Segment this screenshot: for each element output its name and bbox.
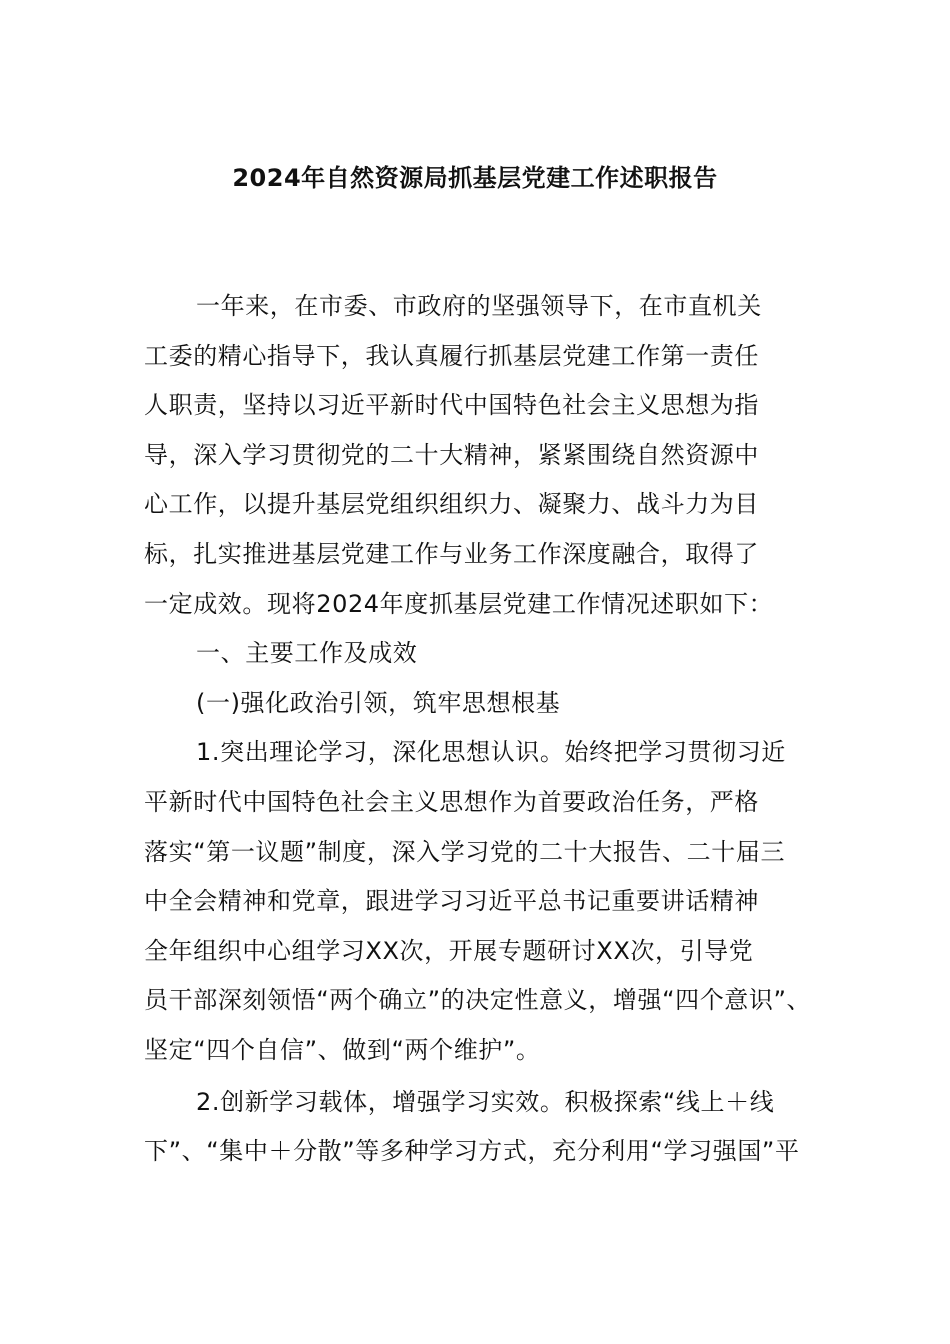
subsection-heading-1: (一)强化政治引领，筑牢思想根基 <box>196 688 561 717</box>
section-heading-1: 一、主要工作及成效 <box>196 639 418 668</box>
paragraph-intro-line-2: 工委的精心指导下，我认真履行抓基层党建工作第一责任 <box>144 341 759 370</box>
document-title: 2024年自然资源局抓基层党建工作述职报告 <box>232 164 718 192</box>
paragraph-intro-line-6: 标，扎实推进基层党建工作与业务工作深度融合，取得了 <box>144 539 759 568</box>
paragraph-item1-line-5: 全年组织中心组学习XX次，开展专题研讨XX次，引导党 <box>144 936 754 965</box>
paragraph-item1-line-1: 1.突出理论学习，深化思想认识。始终把学习贯彻习近 <box>196 738 786 767</box>
paragraph-item1-line-4: 中全会精神和党章，跟进学习习近平总书记重要讲话精神 <box>144 887 759 916</box>
paragraph-intro-line-5: 心工作，以提升基层党组织组织力、凝聚力、战斗力为目 <box>144 490 759 519</box>
paragraph-item1-line-6: 员干部深刻领悟“两个确立”的决定性意义，增强“四个意识”、 <box>144 986 812 1015</box>
paragraph-intro-line-1: 一年来，在市委、市政府的坚强领导下，在市直机关 <box>196 292 762 320</box>
paragraph-intro-line-4: 导，深入学习贯彻党的二十大精神，紧紧围绕自然资源中 <box>144 440 759 469</box>
paragraph-item1-line-2: 平新时代中国特色社会主义思想作为首要政治任务，严格 <box>144 787 759 816</box>
paragraph-intro-line-7: 一定成效。现将2024年度抓基层党建工作情况述职如下： <box>144 589 774 618</box>
paragraph-item2-line-1: 2.创新学习载体，增强学习实效。积极探索“线上＋线 <box>196 1087 775 1116</box>
paragraph-item2-line-2: 下”、“集中＋分散”等多种学习方式，充分利用“学习强国”平 <box>144 1137 800 1166</box>
paragraph-item1-line-7: 坚定“四个自信”、做到“两个维护”。 <box>144 1035 541 1064</box>
paragraph-intro-line-3: 人职责，坚持以习近平新时代中国特色社会主义思想为指 <box>144 391 759 420</box>
document-body <box>144 282 824 1177</box>
paragraph-item1-line-3: 落实“第一议题”制度，深入学习党的二十大报告、二十届三 <box>144 837 786 866</box>
